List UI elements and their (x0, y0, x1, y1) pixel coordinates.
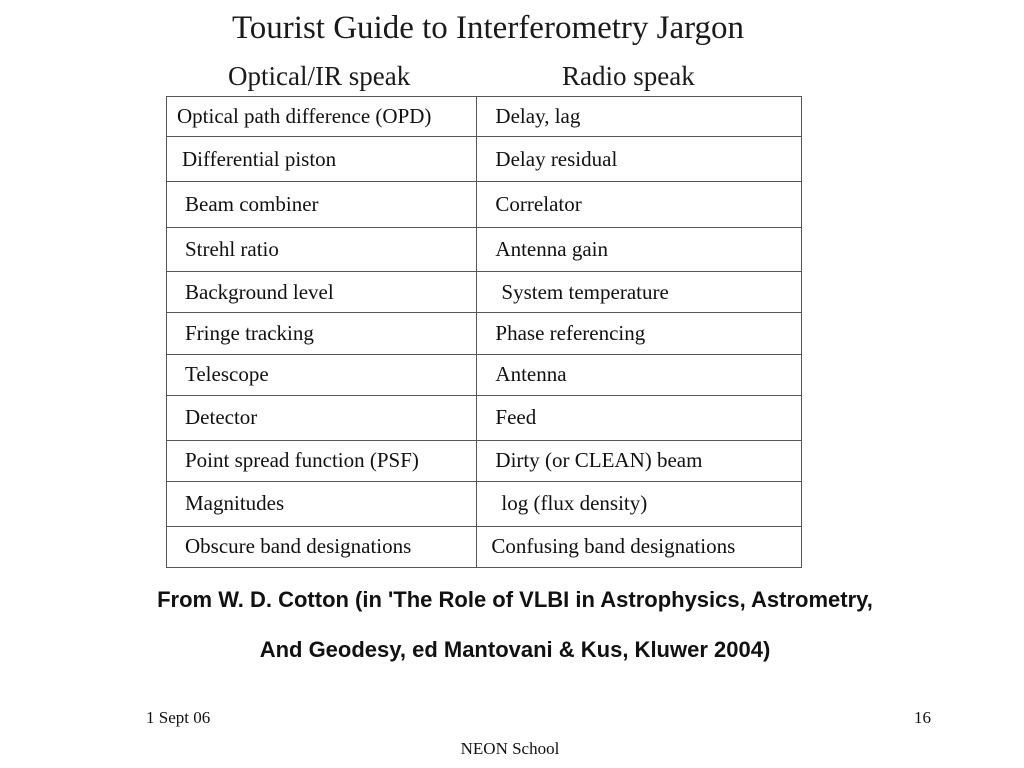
radio-term: Antenna gain (477, 228, 802, 272)
slide-title: Tourist Guide to Interferometry Jargon (231, 10, 745, 46)
optical-term: Fringe tracking (167, 313, 477, 354)
optical-term: Differential piston (167, 137, 477, 182)
optical-term: Point spread function (PSF) (167, 440, 477, 481)
optical-term: Background level (167, 272, 477, 313)
citation (0, 575, 1024, 675)
radio-term: Feed (477, 395, 802, 440)
optical-term: Telescope (167, 354, 477, 395)
table-row (167, 354, 802, 395)
radio-term: Delay, lag (477, 97, 802, 137)
table-row (167, 182, 802, 228)
citation-line-1: From W. D. Cotton (in 'The Role of VLBI in Astrophysics, Astrometry, (157, 587, 873, 612)
optical-term: Strehl ratio (167, 228, 477, 272)
footer-date: 1 Sept 06 (146, 708, 211, 727)
footer-school: NEON School (460, 739, 560, 758)
radio-term: Phase referencing (477, 313, 802, 354)
citation-line-2: And Geodesy, ed Mantovani & Kus, Kluwer 2004) (259, 637, 771, 662)
table-row (167, 97, 802, 137)
radio-term: Correlator (477, 182, 802, 228)
optical-term: Detector (167, 395, 477, 440)
optical-term: Optical path difference (OPD) (167, 97, 477, 137)
radio-column-header: Radio speak (562, 61, 695, 91)
radio-term: Delay residual (477, 137, 802, 182)
table-row (167, 228, 802, 272)
table-row (167, 395, 802, 440)
radio-term: System temperature (477, 272, 802, 313)
optical-term: Obscure band designations (167, 526, 477, 567)
optical-column-header: Optical/IR speak (228, 61, 411, 91)
table-row (167, 137, 802, 182)
jargon-table (166, 96, 802, 568)
radio-term: Confusing band designations (477, 526, 802, 567)
optical-term: Magnitudes (167, 481, 477, 526)
page-number: 16 (914, 708, 931, 727)
optical-term: Beam combiner (167, 182, 477, 228)
radio-term: Antenna (477, 354, 802, 395)
table-row (167, 526, 802, 567)
radio-term: log (flux density) (477, 481, 802, 526)
radio-term: Dirty (or CLEAN) beam (477, 440, 802, 481)
table-row (167, 272, 802, 313)
table-row (167, 481, 802, 526)
table-row (167, 440, 802, 481)
table-row (167, 313, 802, 354)
